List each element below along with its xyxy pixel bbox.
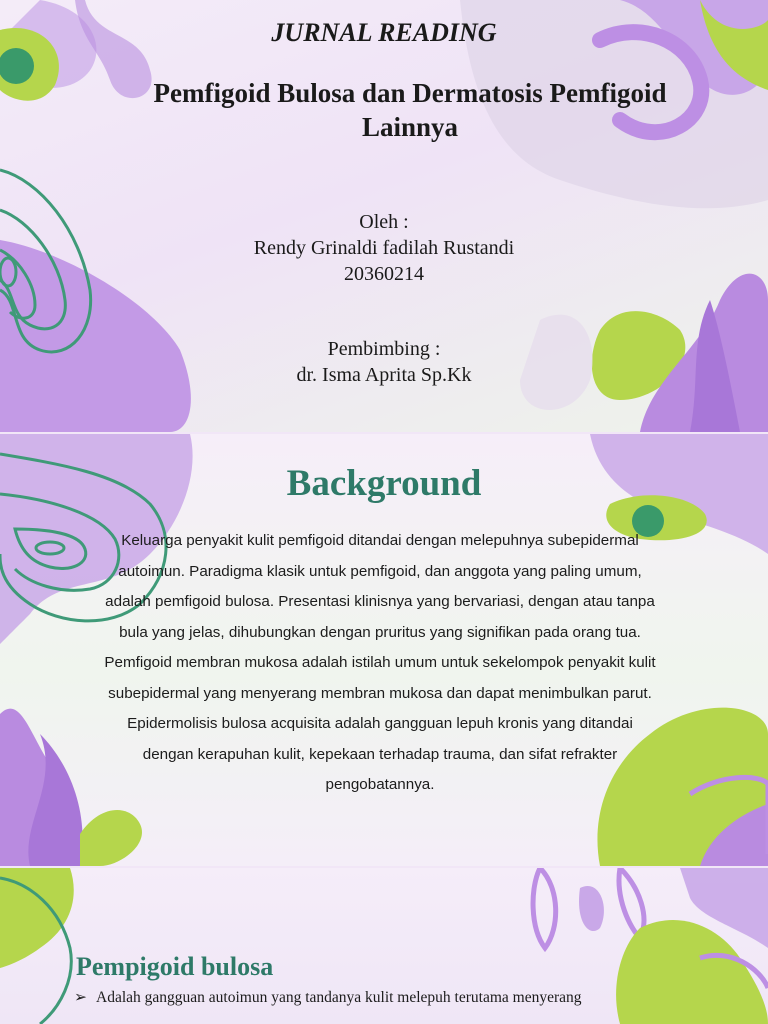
presentation-title: Pemfigoid Bulosa dan Dermatosis Pemfigoid Lainnya <box>153 78 667 142</box>
title-slide <box>0 0 768 432</box>
arrow-bullet-icon: ➢ <box>74 989 87 1006</box>
background-slide <box>0 434 768 866</box>
pempigoid-slide <box>0 868 768 1024</box>
bullet-text: Adalah gangguan autoimun yang tandanya kulit melepuh terutama menyerang <box>96 989 582 1006</box>
background-paragraph: Keluarga penyakit kulit pemfigoid ditandai dengan melepuhnya subepidermal autoimun. Paradigma klasik untuk pemfigoid, dan anggota yang paling umum, adalah pemfigoid bulosa. Presentasi klinisnya yang bervariasi, dengan atau tanpa bula yang jelas, dihubungkan dengan pruritus yang signifikan pada orang tua. Pemfigoid membran mukosa adalah istilah umum untuk sekelompok penyakit kulit subepidermal yang menyerang membran mukosa dan dapat menimbulkan parut. Epidermolisis bulosa acquisita adalah gangguan lepuh kronis yang ditandai dengan kerapuhan kulit, kepekaan terhadap trauma, dan sifat refrakter pengobatannya. <box>104 532 656 793</box>
journal-label: JURNAL READING <box>271 18 497 47</box>
section-title: Pempigoid bulosa <box>76 952 274 981</box>
advisor-heading: Pembimbing : <box>327 338 441 360</box>
advisor-name: dr. Isma Aprita Sp.Kk <box>296 364 472 386</box>
advisor-block <box>0 336 768 388</box>
bullet-item <box>74 988 582 1007</box>
author-heading: Oleh : <box>359 211 409 233</box>
author-id: 20360214 <box>344 263 424 285</box>
author-block <box>0 209 768 287</box>
author-name: Rendy Grinaldi fadilah Rustandi <box>253 237 515 259</box>
section-title: Background <box>286 463 482 504</box>
